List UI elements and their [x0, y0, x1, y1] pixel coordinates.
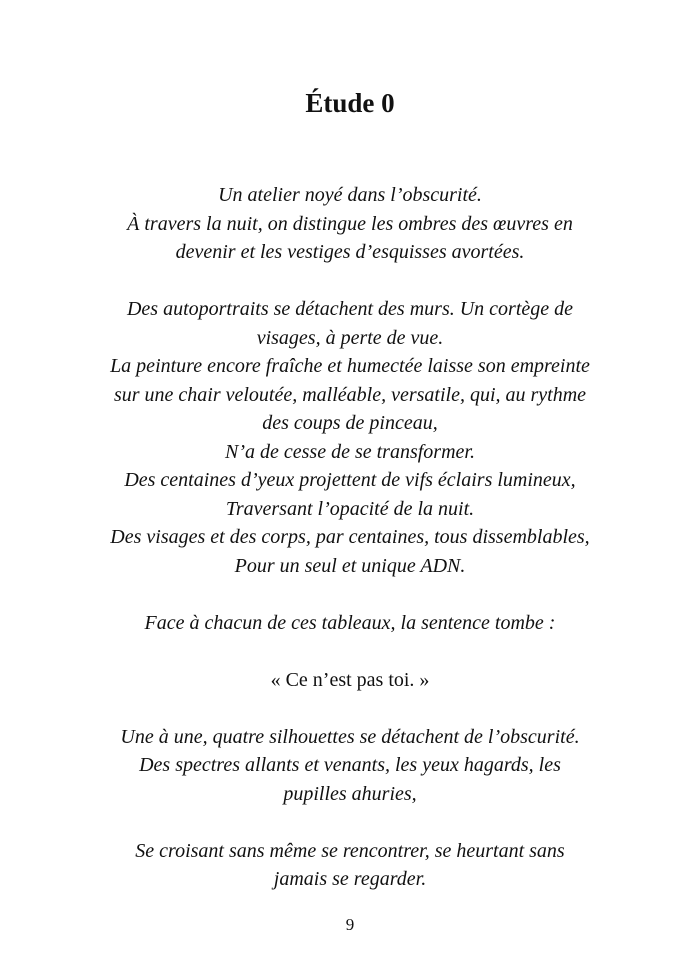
stanza — [0, 609, 700, 638]
verse-line: « Ce n’est pas toi. » — [270, 668, 430, 691]
verse-line: Un atelier noyé dans l’obscurité. — [218, 184, 482, 206]
stanza-gap — [0, 808, 700, 837]
stanza-gap — [0, 637, 700, 666]
stanza-gap — [0, 580, 700, 609]
verse-line: Face à chacun de ces tableaux, la sentence tombe : — [144, 611, 556, 634]
verse-line: jamais se regarder. — [273, 868, 427, 890]
verse-line: Des visages et des corps, par centaines, tous dissemblables, — [110, 526, 590, 548]
verse-line: Des autoportraits se détachent des murs. Un cortège de — [126, 298, 574, 320]
verse-line: Traversant l’opacité de la nuit. — [225, 497, 475, 520]
verse-line: devenir et les vestiges d’esquisses avortées. — [175, 241, 525, 263]
verse-line: visages, à perte de vue. — [256, 326, 444, 349]
verse-line: Pour un seul et unique ADN. — [234, 554, 466, 577]
stanza — [0, 295, 700, 580]
verse-line: pupilles ahuries, — [283, 782, 417, 805]
stanza — [0, 723, 700, 809]
verse-line: Des centaines d’yeux projettent de vifs éclairs lumineux, — [124, 469, 576, 491]
page-number: 9 — [345, 915, 355, 934]
poem-body — [0, 181, 700, 894]
verse-line: Une à une, quatre silhouettes se détachent de l’obscurité. — [120, 725, 580, 748]
page-title: Étude 0 — [305, 88, 395, 118]
verse-line: sur une chair veloutée, malléable, versatile, qui, au rythme — [113, 383, 587, 406]
stanza — [0, 666, 700, 695]
stanza — [0, 837, 700, 894]
verse-line: N’a de cesse de se transformer. — [225, 440, 475, 463]
verse-line: des coups de pinceau, — [262, 412, 438, 434]
verse-line: Se croisant sans même se rencontrer, se heurtant sans — [135, 839, 565, 862]
verse-line: Des spectres allants et venants, les yeux hagards, les — [139, 754, 561, 776]
stanza-gap — [0, 694, 700, 723]
stanza — [0, 181, 700, 267]
verse-line: La peinture encore fraîche et humectée laisse son empreinte — [110, 355, 590, 377]
verse-line: À travers la nuit, on distingue les ombres des œuvres en — [127, 212, 573, 235]
stanza-gap — [0, 267, 700, 296]
